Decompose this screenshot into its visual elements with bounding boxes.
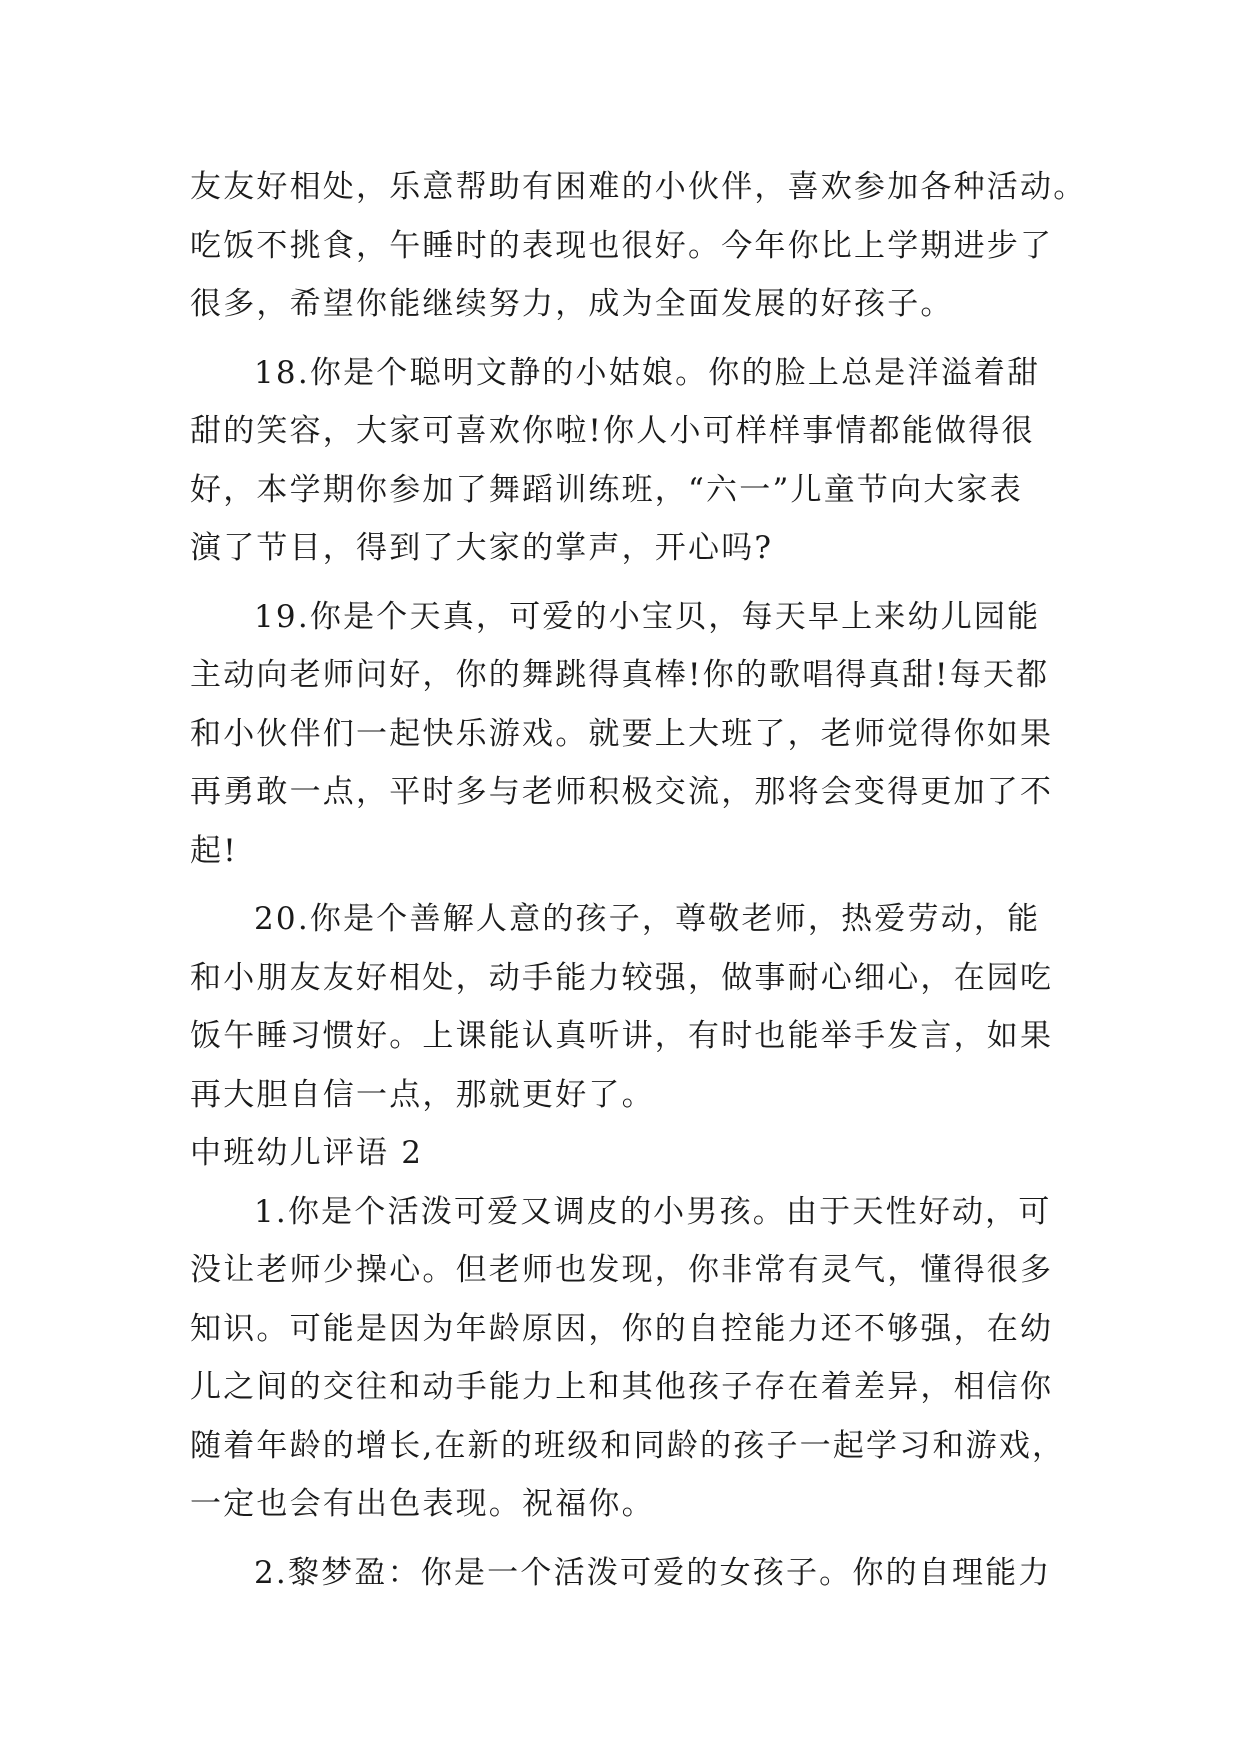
text-line: 再大胆自信一点，那就更好了。 — [190, 1076, 655, 1113]
text-line: 一定也会有出色表现。祝福你。 — [190, 1486, 655, 1522]
text-line: 主动向老师问好，你的舞跳得真棒!你的歌唱得真甜!每天都 — [190, 657, 1050, 693]
text-line: 起! — [190, 832, 238, 869]
text-line: 18.你是个聪明文静的小姑娘。你的脸上总是洋溢着甜 — [254, 354, 1041, 391]
paragraph-item-20 — [190, 890, 1056, 1124]
text-line: 饭午睡习惯好。上课能认真听讲，有时也能举手发言，如果 — [190, 1018, 1054, 1054]
text-line: 1.你是个活泼可爱又调皮的小男孩。由于天性好动，可 — [254, 1193, 1052, 1230]
text-line: 知识。可能是因为年龄原因，你的自控能力还不够强，在幼 — [190, 1310, 1054, 1347]
paragraph-item-19 — [190, 588, 1056, 881]
text-line: 没让老师少操心。但老师也发现，你非常有灵气，懂得很多 — [190, 1252, 1054, 1288]
paragraph-item-2-2 — [190, 1544, 1056, 1603]
paragraph-item-2-1 — [190, 1183, 1066, 1534]
document-body — [190, 158, 1087, 1612]
text-line: 甜的笑容，大家可喜欢你啦!你人小可样样事情都能做得很 — [190, 413, 1035, 449]
text-line: 随着年龄的增长,在新的班级和同龄的孩子一起学习和游戏， — [190, 1427, 1066, 1464]
text-line: 2.黎梦盈：你是一个活泼可爱的女孩子。你的自理能力 — [254, 1554, 1052, 1591]
text-line: 和小伙伴们一起快乐游戏。就要上大班了，老师觉得你如果 — [190, 715, 1054, 752]
section-heading: 中班幼儿评语 2 — [190, 1135, 424, 1171]
text-line: 再勇敢一点，平时多与老师积极交流，那将会变得更加了不 — [190, 774, 1054, 810]
text-line: 20.你是个善解人意的孩子，尊敬老师，热爱劳动，能 — [254, 901, 1041, 937]
text-line: 吃饭不挑食，午睡时的表现也很好。今年你比上学期进步了 — [190, 227, 1054, 264]
text-line: 和小朋友友好相处，动手能力较强，做事耐心细心，在园吃 — [190, 959, 1054, 996]
paragraph-continued — [190, 158, 1087, 334]
text-line: 演了节目，得到了大家的掌声，开心吗? — [190, 530, 774, 566]
text-line: 友友好相处，乐意帮助有困难的小伙伴，喜欢参加各种活动。 — [190, 169, 1087, 205]
text-line: 好，本学期你参加了舞蹈训练班，“六一”儿童节向大家表 — [190, 471, 1023, 508]
text-line: 儿之间的交往和动手能力上和其他孩子存在着差异，相信你 — [190, 1369, 1054, 1405]
text-line: 很多，希望你能继续努力，成为全面发展的好孩子。 — [190, 286, 954, 322]
paragraph-item-18 — [190, 344, 1056, 578]
text-line: 19.你是个天真，可爱的小宝贝，每天早上来幼儿园能 — [254, 598, 1041, 635]
